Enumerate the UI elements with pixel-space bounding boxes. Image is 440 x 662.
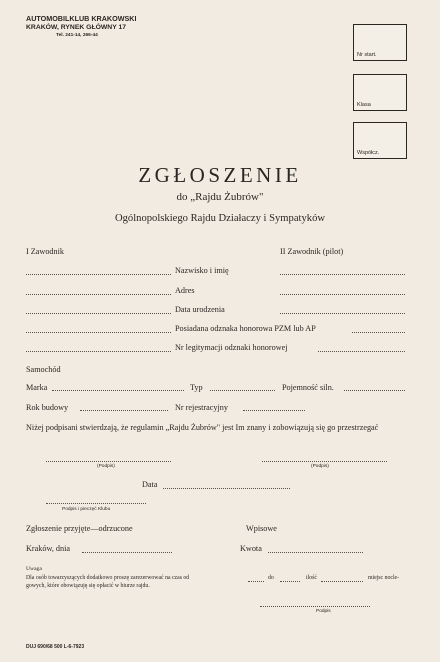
- note-title: Uwaga: [26, 566, 42, 572]
- driver1-heading: I Zawodnik: [26, 247, 64, 256]
- amount-label: Kwota: [240, 544, 262, 553]
- badge-no-label: Nr legitymacji odznaki honorowej: [175, 343, 288, 352]
- krakow-date-label: Kraków, dnia: [26, 544, 71, 553]
- note-count-field[interactable]: [321, 581, 363, 582]
- registration-field[interactable]: [243, 410, 305, 411]
- date-field[interactable]: [163, 488, 290, 489]
- name-label: Nazwisko i imię: [175, 266, 229, 275]
- bottom-signature-caption: Podpis: [316, 609, 331, 614]
- club-phone: Tel. 241-14, 266-44: [56, 33, 98, 38]
- coefficient-box[interactable]: [353, 122, 407, 159]
- coefficient-label: Współcz.: [357, 150, 380, 156]
- form-subtitle: do „Rajdu Żubrów": [176, 191, 264, 203]
- driver2-badge-no-field[interactable]: [318, 351, 405, 352]
- form-subtitle-2: Ogólnopolskiego Rajdu Działaczy i Sympatyków: [114, 213, 326, 224]
- start-number-box[interactable]: [353, 24, 407, 61]
- note-to-field[interactable]: [280, 581, 300, 582]
- note-line-2: gowych, które obowiązuję się opłacić w biurze rajdu.: [26, 583, 150, 589]
- driver2-address-field[interactable]: [280, 294, 405, 295]
- type-field[interactable]: [210, 390, 275, 391]
- bottom-signature-field[interactable]: [260, 606, 370, 607]
- year-field[interactable]: [80, 410, 168, 411]
- registration-label: Nr rejestracyjny: [175, 403, 228, 412]
- club-signature-caption: Podpis i pieczęć Klubu: [62, 507, 111, 512]
- driver1-badge-no-field[interactable]: [26, 351, 171, 352]
- driver1-birth-field[interactable]: [26, 313, 171, 314]
- accepted-rejected-label: Zgłoszenie przyjęte—odrzucone: [26, 524, 133, 533]
- driver1-address-field[interactable]: [26, 294, 171, 295]
- driver1-badge-field[interactable]: [26, 332, 171, 333]
- driver1-name-field[interactable]: [26, 274, 171, 275]
- class-box[interactable]: [353, 74, 407, 111]
- club-name: AUTOMOBILKLUB KRAKOWSKI: [26, 14, 137, 23]
- birth-label: Data urodzenia: [175, 305, 225, 314]
- make-field[interactable]: [52, 390, 184, 391]
- capacity-field[interactable]: [344, 390, 405, 391]
- driver2-badge-field[interactable]: [352, 332, 405, 333]
- note-count-label: ilość: [306, 575, 317, 581]
- club-signature-field[interactable]: [46, 503, 146, 504]
- declaration-text: Niżej podpisani stwierdzają, że regulamin „Rajdu Żubrów" jest Im znany i zobowiązują się go przestrzegać: [26, 423, 379, 432]
- year-label: Rok budowy: [26, 403, 69, 412]
- note-line-1: Dla osób towarzyszących dodatkowo proszę zarezerwować na czas od: [26, 575, 190, 581]
- note-places-label: miejsc nocle-: [368, 575, 400, 581]
- start-number-label: Nr start.: [357, 52, 377, 58]
- entry-fee-label: Wpisowe: [246, 524, 277, 533]
- make-label: Marka: [26, 383, 48, 392]
- driver2-heading: II Zawodnik (pilot): [280, 247, 344, 256]
- form-title: ZGŁOSZENIE: [138, 163, 302, 187]
- type-label: Typ: [190, 383, 203, 392]
- badge-label: Posiadana odznaka honorowa PZM lub AP: [175, 324, 316, 333]
- class-label: Klasa: [357, 102, 371, 108]
- driver2-signature-field[interactable]: [262, 461, 387, 462]
- krakow-date-field[interactable]: [82, 552, 172, 553]
- address-label: Adres: [175, 286, 195, 295]
- driver1-signature-caption: (Podpis): [97, 464, 115, 469]
- note-to-label: do: [268, 575, 274, 581]
- driver1-signature-field[interactable]: [46, 461, 171, 462]
- note-from-field[interactable]: [248, 581, 264, 582]
- date-label: Data: [142, 480, 158, 489]
- capacity-label: Pojemność siln.: [282, 383, 334, 392]
- driver2-birth-field[interactable]: [280, 313, 405, 314]
- driver2-name-field[interactable]: [280, 274, 405, 275]
- driver2-signature-caption: (Podpis): [311, 464, 329, 469]
- car-section-heading: Samochód: [26, 365, 61, 374]
- club-address: KRAKÓW, RYNEK GŁÓWNY 17: [26, 24, 127, 31]
- print-code: DUJ 690/68 500 L-6-7923: [26, 644, 85, 650]
- amount-field[interactable]: [268, 552, 363, 553]
